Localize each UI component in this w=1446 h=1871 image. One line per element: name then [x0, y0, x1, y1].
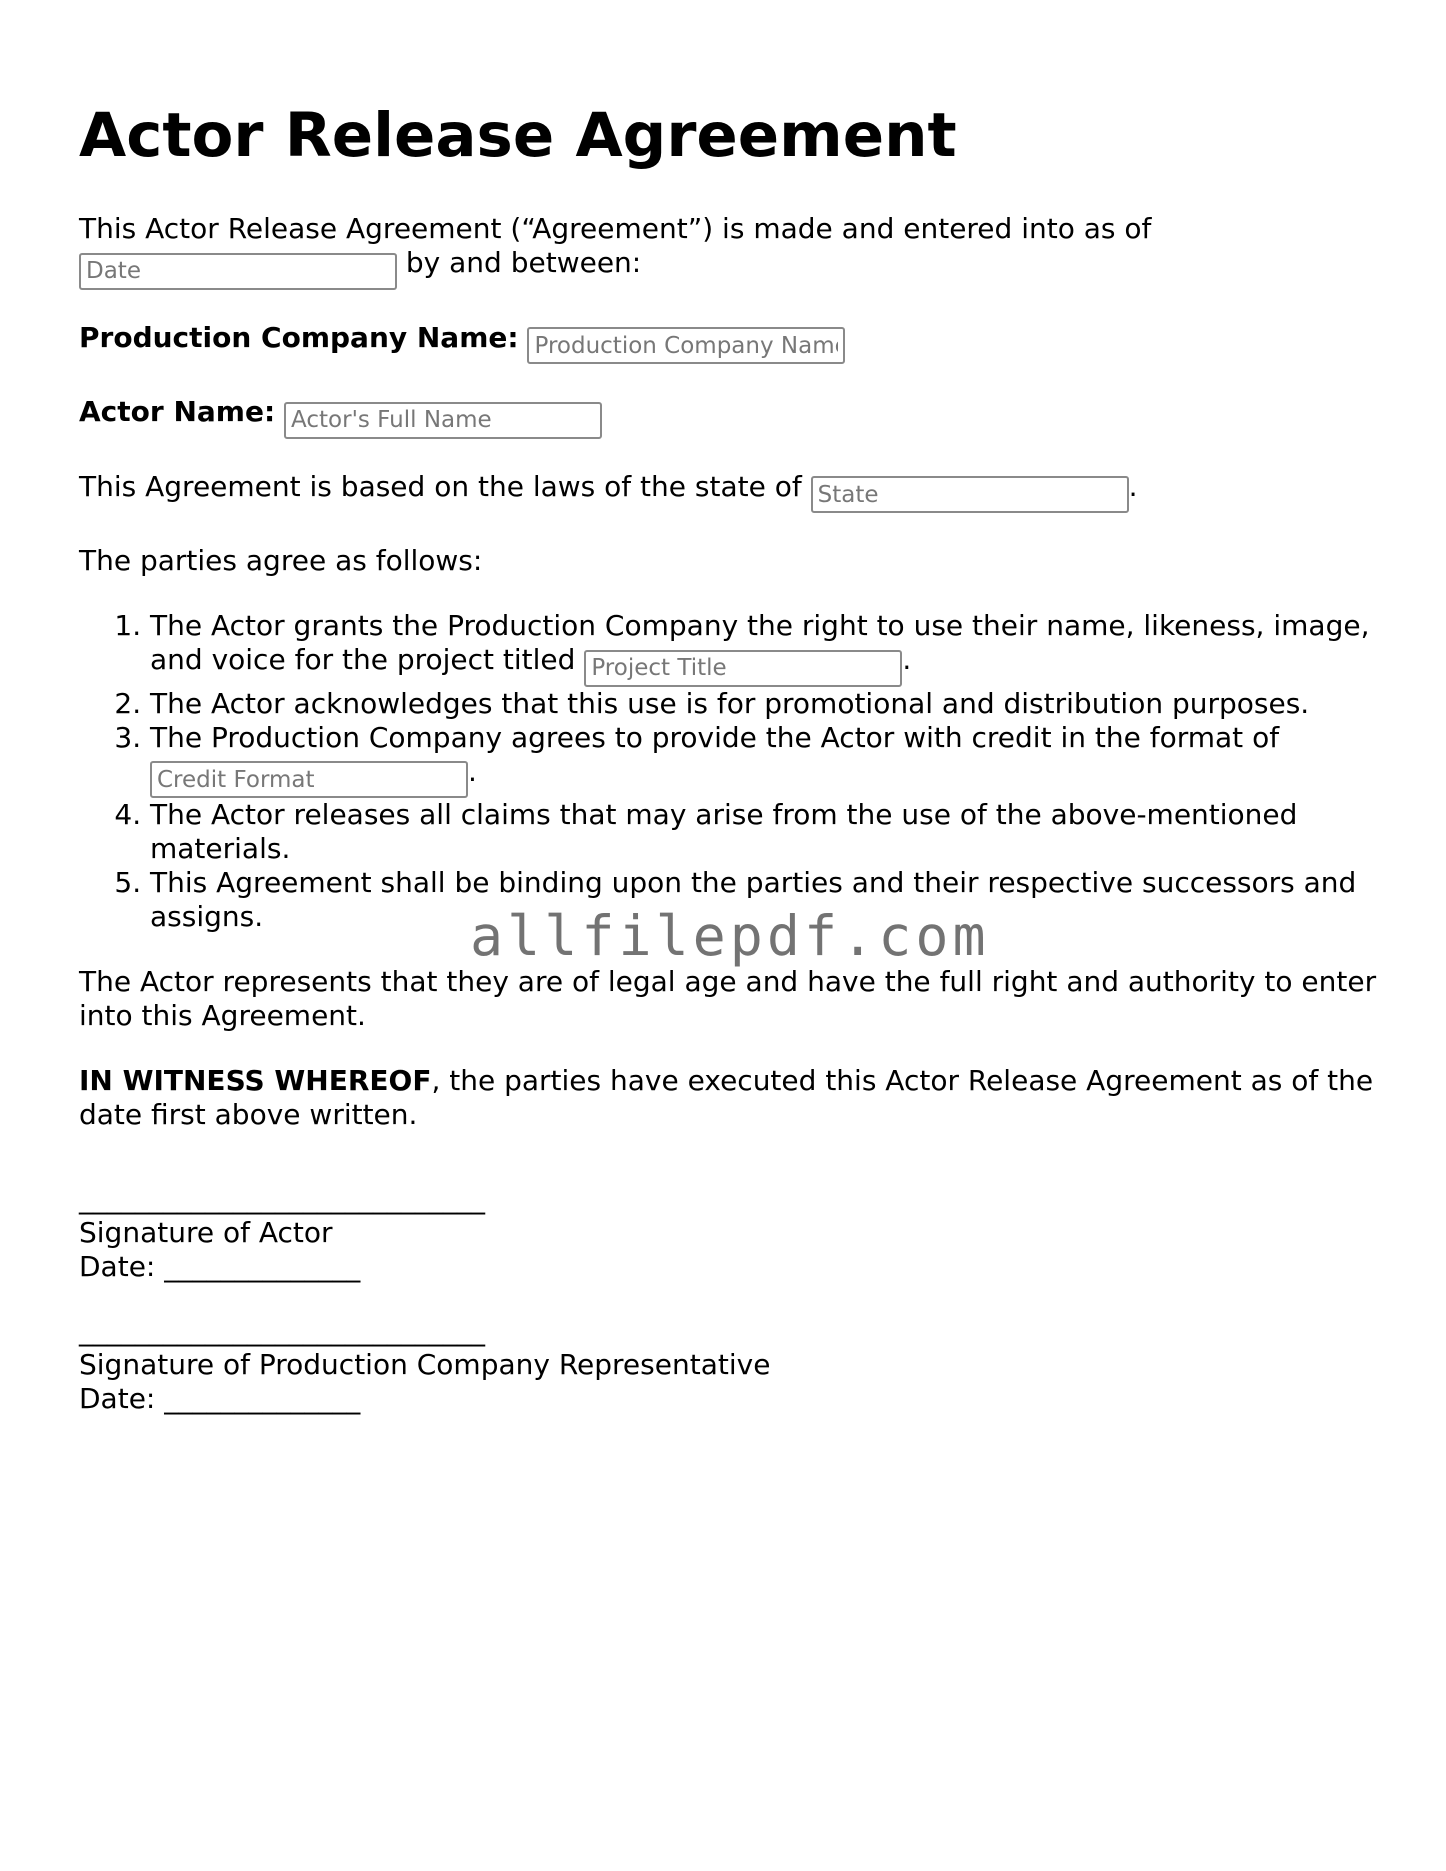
company-signature-block: [79, 1314, 1379, 1416]
governing-law-text: This Agreement is based on the laws of the state of: [79, 469, 802, 503]
actor-signature-date: Date: ______________: [79, 1250, 361, 1283]
term-1-period: .: [902, 643, 912, 676]
parties-intro: The parties agree as follows:: [79, 544, 483, 577]
actor-signature-label: Signature of Actor: [79, 1216, 333, 1249]
representation-paragraph: The Actor represents that they are of legal age and have the full right and authority to enter into this Agreement.: [79, 965, 1377, 1032]
term-item-5: 5. This Agreement shall be binding upon the parties and their respective successors and assigns.: [150, 866, 1379, 934]
intro-text-after: by and between:: [405, 246, 642, 279]
company-signature-date: Date: ______________: [79, 1382, 361, 1415]
term-item-2: 2. The Actor acknowledges that this use is for promotional and distribution purposes.: [150, 687, 1379, 721]
project-title-input[interactable]: [584, 650, 902, 687]
terms-list: [79, 609, 1379, 934]
actor-signature-line: _____________________________: [79, 1182, 485, 1215]
witness-bold: IN WITNESS WHEREOF: [79, 1064, 432, 1097]
production-company-row: [79, 321, 1379, 365]
term-1-text: The Actor grants the Production Company the right to use their name, likeness, image, and voice for the project titled: [150, 609, 1370, 676]
governing-law-period: .: [1128, 469, 1138, 503]
term-item-4: 4. The Actor releases all claims that may arise from the use of the above-mentioned materials.: [150, 798, 1379, 866]
date-input[interactable]: [79, 253, 397, 290]
credit-format-input[interactable]: [150, 761, 468, 798]
intro-paragraph: [79, 212, 1379, 290]
actor-name-row: [79, 395, 1379, 439]
document-title: Actor Release Agreement: [79, 100, 957, 171]
document: [79, 100, 1379, 1416]
watermark: allfilepdf.com: [470, 904, 990, 968]
company-signature-line: _____________________________: [79, 1314, 485, 1347]
company-signature-label: Signature of Production Company Representative: [79, 1348, 771, 1381]
witness-paragraph: [79, 1064, 1379, 1132]
term-3-period: .: [468, 754, 477, 788]
actor-signature-block: [79, 1182, 1379, 1284]
governing-law-row: [79, 470, 1379, 514]
term-item-1: [150, 609, 1379, 687]
actor-name-label: Actor Name:: [79, 395, 276, 428]
intro-text: This Actor Release Agreement (“Agreement”) is made and entered into as of: [79, 212, 1152, 245]
witness-text: , the parties have executed this Actor Release Agreement as of the date first above written.: [79, 1064, 1374, 1131]
term-3-text: The Production Company agrees to provide the Actor with credit in the format of: [150, 720, 1280, 754]
term-item-3: [150, 721, 1379, 799]
actor-name-input[interactable]: [284, 402, 602, 439]
state-input[interactable]: [811, 476, 1129, 513]
production-company-input[interactable]: [527, 327, 845, 364]
production-company-label: Production Company Name:: [79, 320, 519, 354]
